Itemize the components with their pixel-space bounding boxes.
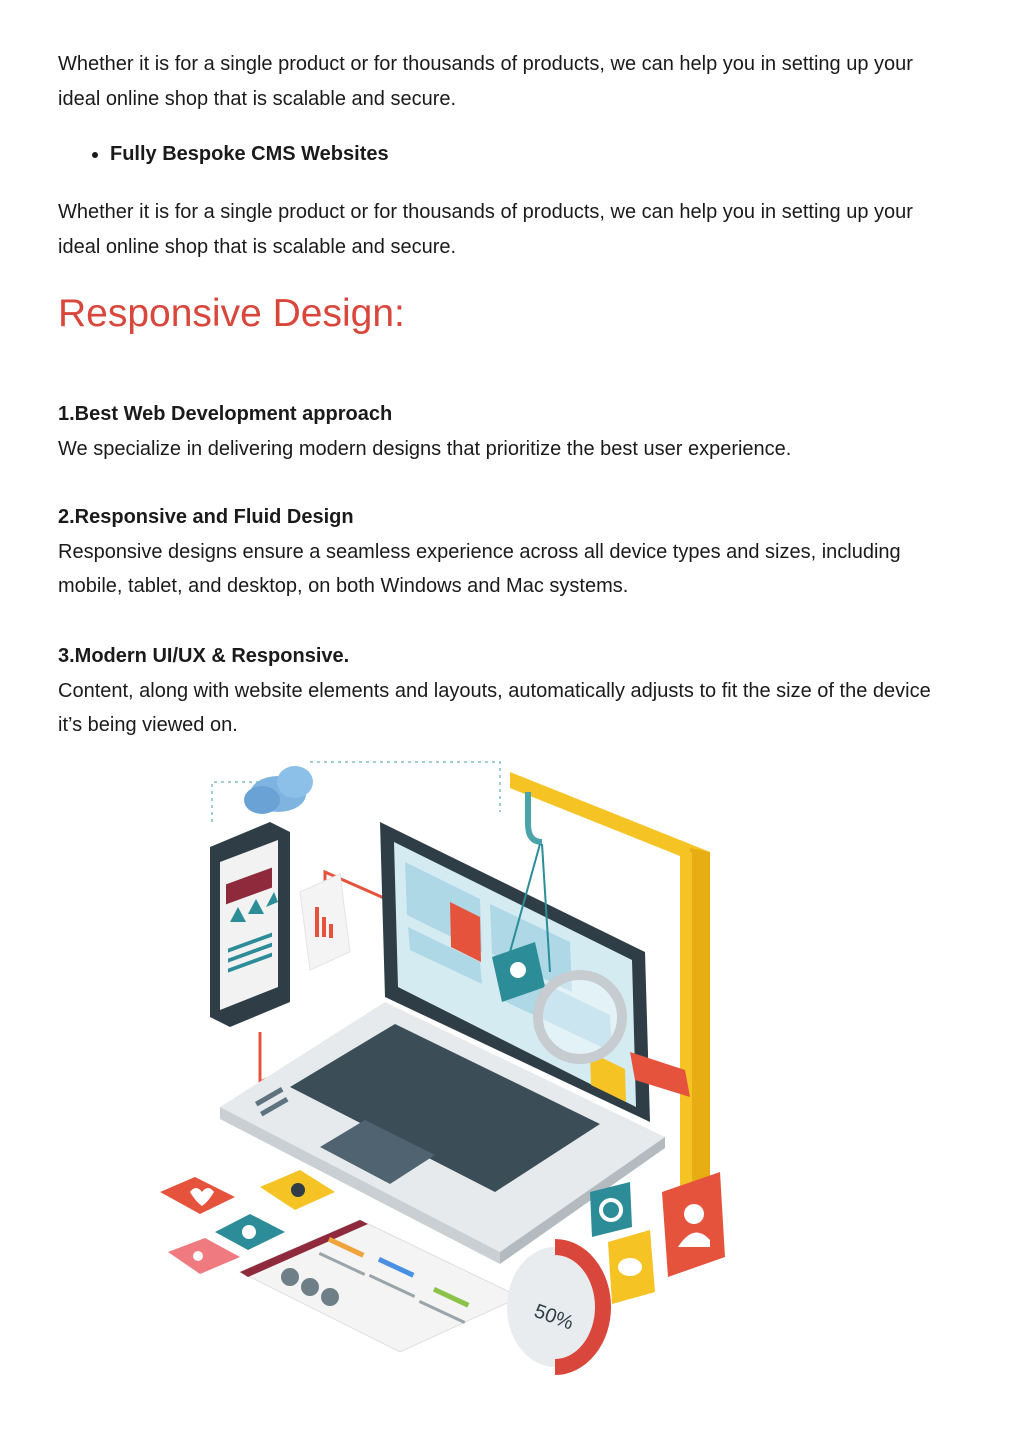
user-badge-icon xyxy=(662,1172,725,1277)
item-heading: 2.Responsive and Fluid Design xyxy=(58,506,354,528)
responsive-design-illustration xyxy=(150,752,750,1392)
chat-bubble-icon xyxy=(608,1230,655,1304)
item-heading: 3.Modern UI/UX & Responsive. xyxy=(58,645,350,667)
cloud-icon xyxy=(244,766,313,814)
progress-gauge xyxy=(507,1247,603,1367)
picture-icon xyxy=(168,1238,240,1274)
bullet-fully-bespoke-cms: • Fully Bespoke CMS Websites xyxy=(110,137,389,171)
item-description: We specialize in delivering modern designs that prioritize the best user experience. xyxy=(58,437,792,460)
item-heading: 1.Best Web Development approach xyxy=(58,403,393,425)
heart-icon xyxy=(160,1177,235,1214)
section-title-responsive-design: Responsive Design: xyxy=(58,292,405,335)
chart-card-icon xyxy=(300,874,350,970)
bespoke-paragraph: Whether it is for a single product or for thousands of products, we can help you in setting up your ideal online shop that is scalable and secure. xyxy=(58,201,913,258)
lightbulb-icon xyxy=(260,1170,335,1210)
feature-bullet-list xyxy=(58,137,389,171)
basketball-icon xyxy=(215,1214,285,1250)
item-description: Responsive designs ensure a seamless experience across all device types and sizes, including mobile, tablet, and desktop, on both Windows and Mac systems. xyxy=(58,540,901,597)
responsive-item-2 xyxy=(58,500,958,604)
responsive-item-3 xyxy=(58,639,958,743)
gauge-label: 50% xyxy=(531,1300,577,1335)
responsive-item-1 xyxy=(58,397,958,466)
item-description: Content, along with website elements and layouts, automatically adjusts to fit the size of the device it’s being viewed on. xyxy=(58,679,931,736)
phone-icon xyxy=(210,822,290,1027)
intro-paragraph: Whether it is for a single product or for thousands of products, we can help you in setting up your ideal online shop that is scalable and secure. xyxy=(58,53,913,110)
